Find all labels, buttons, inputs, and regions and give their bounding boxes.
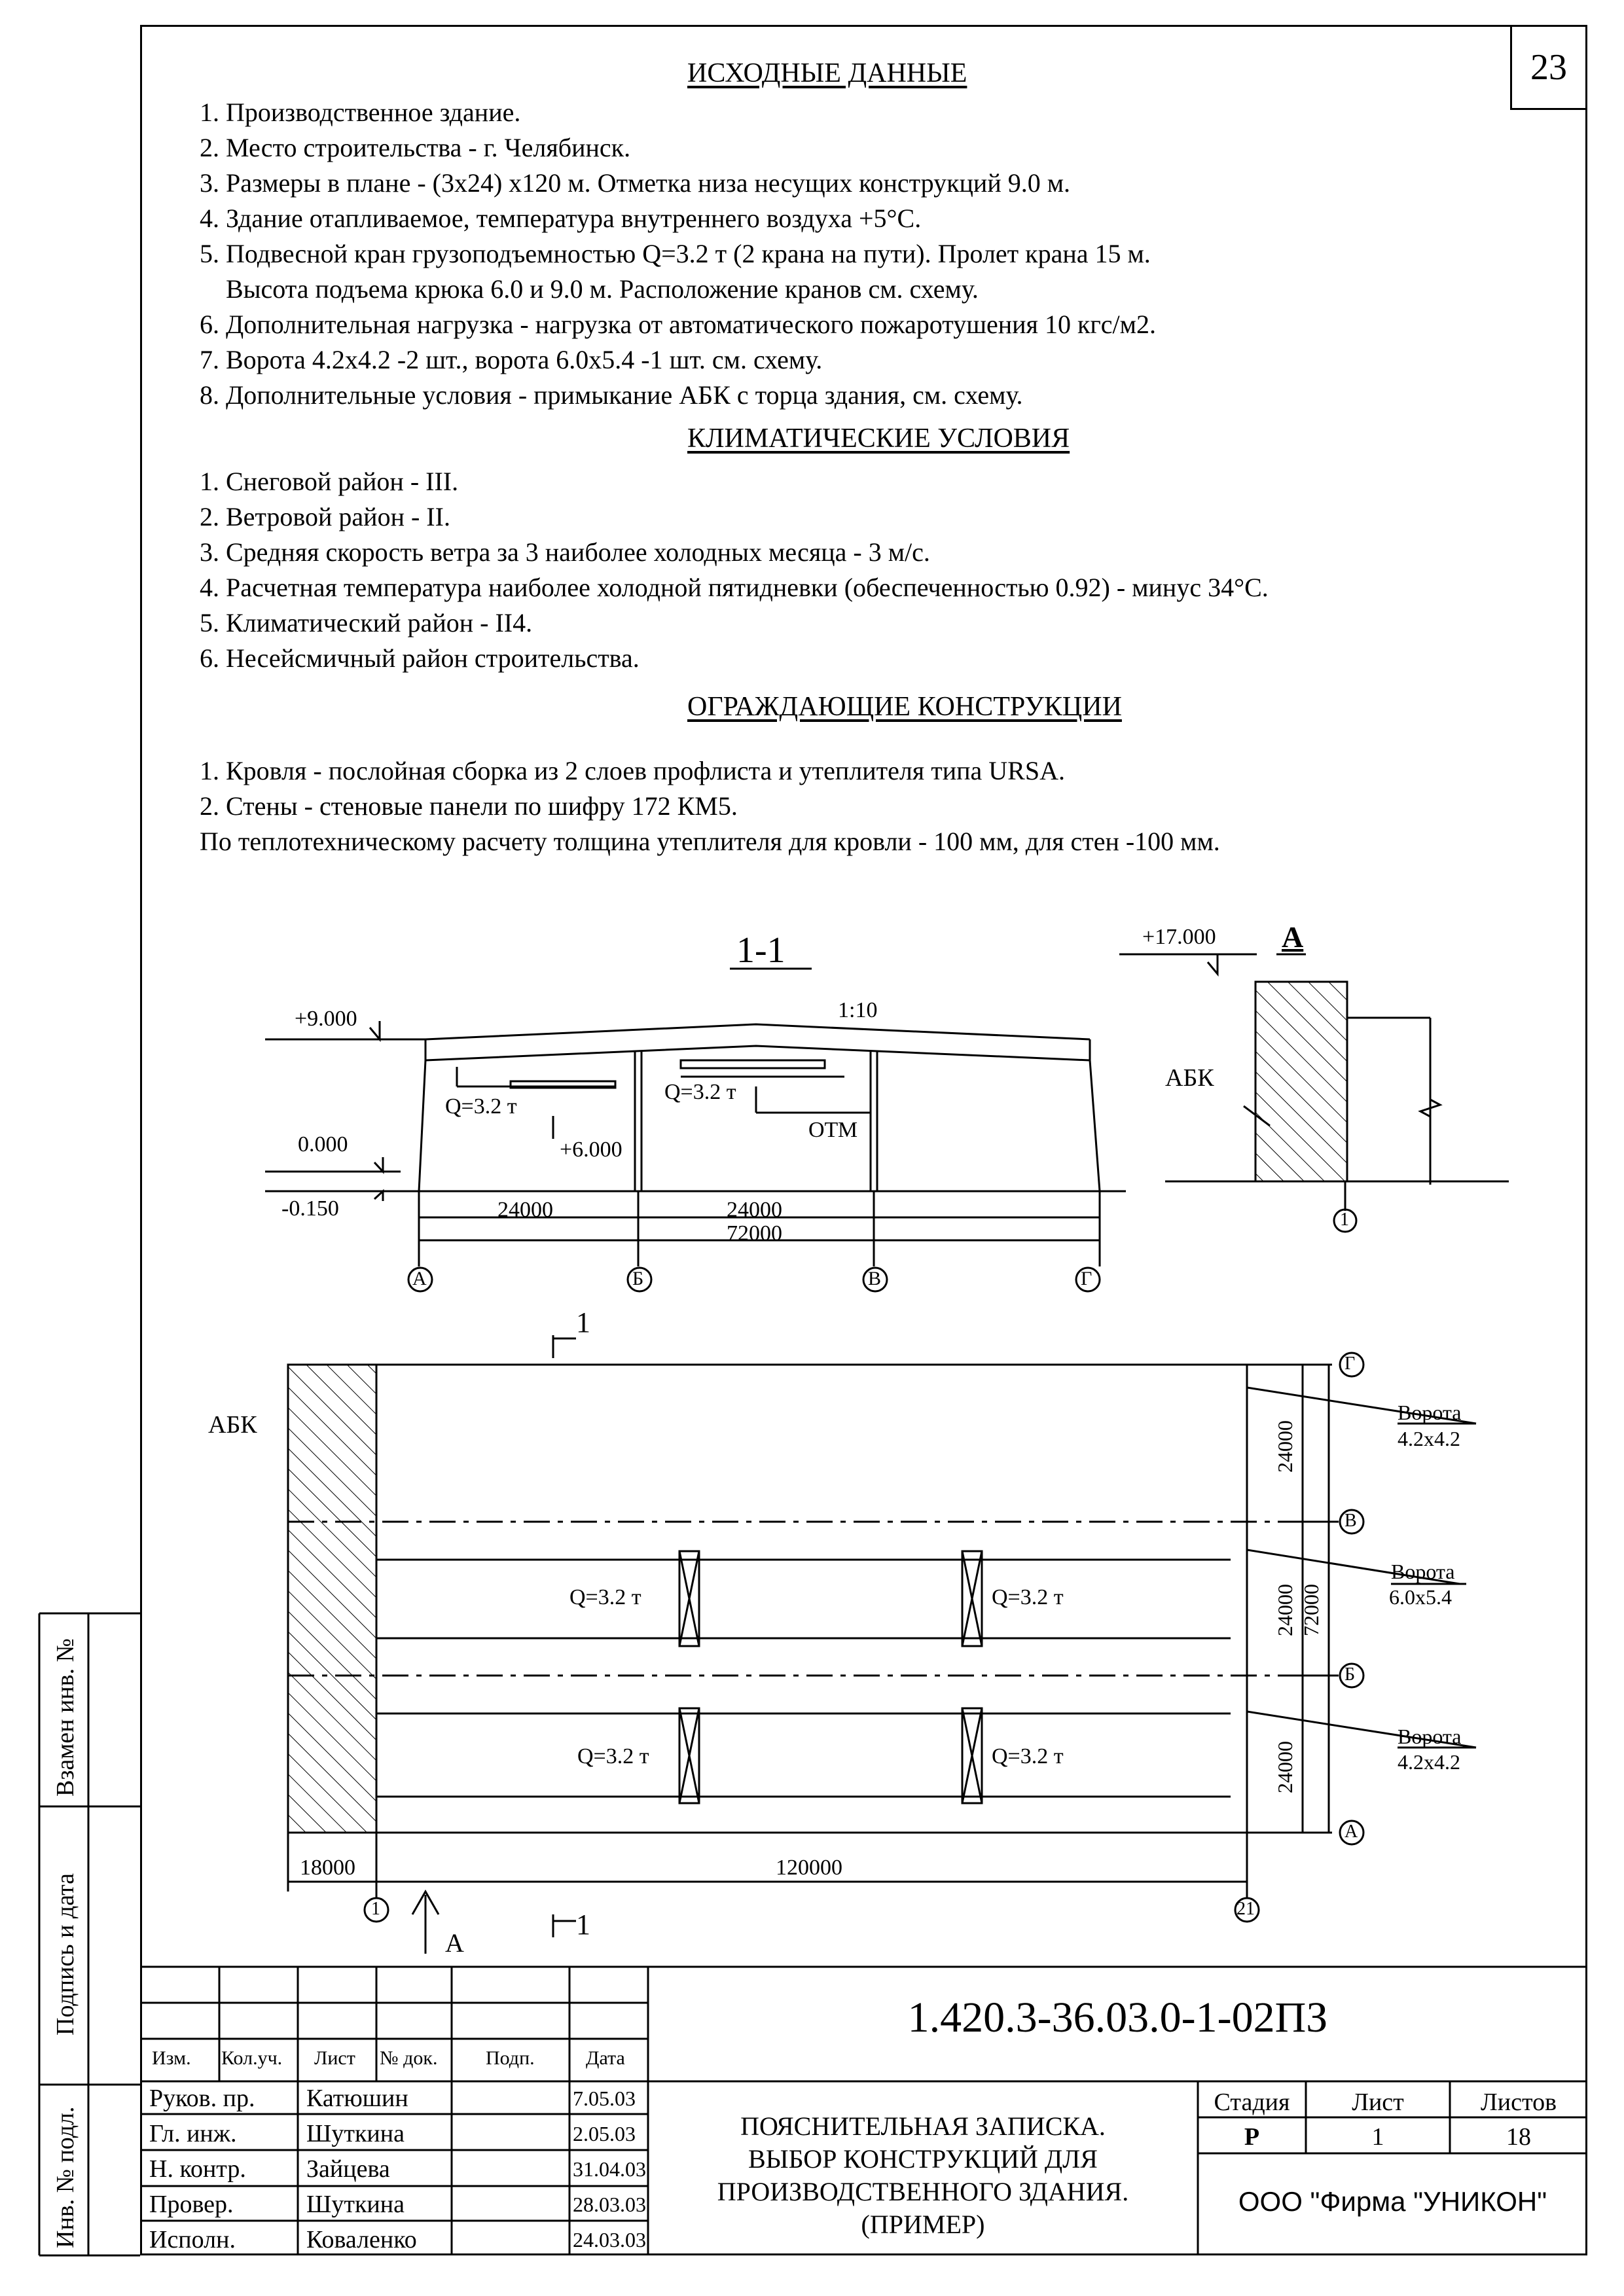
view-a-title: А xyxy=(1282,920,1304,954)
dim-vert-total: 72000 xyxy=(1299,1584,1323,1636)
view-a-abk: АБК xyxy=(1165,1064,1214,1092)
initial-item: 3. Размеры в плане - (3х24) х120 м. Отметка низа несущих конструкций 9.0 м. xyxy=(200,168,1071,198)
tb-date: 28.03.03 xyxy=(573,2193,646,2216)
climate-item: 5. Климатический район - II4. xyxy=(200,608,533,637)
sheet-header: Лист xyxy=(1352,2089,1404,2116)
roof-bottom xyxy=(425,1046,1090,1060)
gate-size: 6.0х5.4 xyxy=(1389,1585,1452,1609)
tb-header: Подп. xyxy=(486,2047,535,2069)
stamp-replace: Взамен инв. № xyxy=(52,1638,79,1797)
initial-item: 4. Здание отапливаемое, температура внутреннего воздуха +5°С. xyxy=(200,204,922,233)
plan-crane-3: Q=3.2 т xyxy=(577,1744,649,1768)
dim-abk: 18000 xyxy=(300,1856,355,1880)
stamp-sign-date: Подпись и дата xyxy=(52,1873,79,2036)
tb-role: Исполн. xyxy=(149,2226,236,2253)
axis-label-v: В xyxy=(868,1268,882,1289)
climate-item: 1. Снеговой район - III. xyxy=(200,467,459,496)
initial-item: Высота подъема крюка 6.0 и 9.0 м. Расположение кранов см. схему. xyxy=(200,274,979,304)
climate-item: 2. Ветровой район - II. xyxy=(200,502,450,531)
axis-b-plan: Б xyxy=(1344,1664,1356,1685)
axis-1-plan: 1 xyxy=(371,1899,380,1919)
roof-outline xyxy=(425,1024,1090,1039)
doc-title-line: ПРОИЗВОДСТВЕННОГО ЗДАНИЯ. xyxy=(717,2177,1129,2206)
plan-crane-1: Q=3.2 т xyxy=(569,1585,641,1609)
heading-enclosing: ОГРАЖДАЮЩИЕ КОНСТРУКЦИИ xyxy=(687,692,1122,722)
heading-climate: КЛИМАТИЧЕСКИЕ УСЛОВИЯ xyxy=(687,423,1070,454)
stage-header: Стадия xyxy=(1214,2089,1290,2116)
tb-date: 24.03.03 xyxy=(573,2228,646,2251)
gate-label: Ворота xyxy=(1398,1401,1462,1424)
cut-mark-top: 1 xyxy=(576,1306,590,1338)
gate-size: 4.2х4.2 xyxy=(1398,1427,1460,1450)
crane-girder-1 xyxy=(511,1081,615,1088)
plan-crane-4: Q=3.2 т xyxy=(992,1744,1064,1768)
tb-date: 31.04.03 xyxy=(573,2157,646,2181)
doc-code: 1.420.3-36.03.0-1-02ПЗ xyxy=(907,1994,1328,2041)
climate-item: 6. Несейсмичный район строительства. xyxy=(200,643,640,673)
column-g xyxy=(1090,1060,1100,1191)
axis-g-plan: Г xyxy=(1344,1354,1356,1374)
tb-name: Шуткина xyxy=(306,2120,405,2147)
doc-title-line: ВЫБОР КОНСТРУКЦИЙ ДЛЯ xyxy=(748,2144,1098,2174)
gate-label: Ворота xyxy=(1398,1725,1462,1748)
plan-crane-2: Q=3.2 т xyxy=(992,1585,1064,1609)
axis-label-b: Б xyxy=(632,1268,644,1289)
initial-item: 1. Производственное здание. xyxy=(200,98,521,127)
gate-size: 4.2х4.2 xyxy=(1398,1750,1460,1774)
elev-zero: 0.000 xyxy=(298,1132,348,1157)
view-a-elev: +17.000 xyxy=(1142,925,1216,949)
doc-title-line: (ПРИМЕР) xyxy=(861,2210,985,2239)
tb-date: 2.05.03 xyxy=(573,2122,636,2145)
axis-a-plan: А xyxy=(1344,1821,1358,1842)
plan-outline xyxy=(288,1365,1247,1833)
elev-ground: -0.150 xyxy=(281,1196,339,1221)
dim-span-2: 24000 xyxy=(727,1198,782,1222)
plan-abk: АБК xyxy=(208,1411,257,1439)
tb-header: № док. xyxy=(380,2047,438,2069)
enclosing-item: 1. Кровля - послойная сборка из 2 слоев профлиста и утеплителя типа URSA. xyxy=(200,756,1065,785)
initial-item: 6. Дополнительная нагрузка - нагрузка от автоматического пожаротушения 10 кгс/м2. xyxy=(200,310,1156,339)
climate-item: 4. Расчетная температура наиболее холодной пятидневки (обеспеченностью 0.92) - минус 34°С. xyxy=(200,573,1269,602)
sheets-header: Листов xyxy=(1480,2089,1557,2116)
tb-header: Изм. xyxy=(152,2047,191,2069)
sheet-value: 1 xyxy=(1371,2123,1384,2151)
tb-role: Провер. xyxy=(149,2191,234,2218)
sheets-value: 18 xyxy=(1506,2123,1531,2151)
dim-vert-1: 24000 xyxy=(1273,1420,1297,1473)
section-title: 1-1 xyxy=(736,930,785,971)
sheet-number: 23 xyxy=(1510,25,1587,110)
crane-label-1: Q=3.2 т xyxy=(445,1094,517,1119)
axis-label-a: А xyxy=(412,1268,427,1289)
column-a xyxy=(419,1060,425,1191)
doc-title-line: ПОЯСНИТЕЛЬНАЯ ЗАПИСКА. xyxy=(740,2111,1106,2141)
dim-vert-2: 24000 xyxy=(1273,1584,1297,1636)
elev-hook: +6.000 xyxy=(560,1138,623,1162)
initial-item: 7. Ворота 4.2х4.2 -2 шт., ворота 6.0х5.4 -1 шт. см. схему. xyxy=(200,345,823,374)
gate-label: Ворота xyxy=(1391,1560,1455,1583)
initial-item: 2. Место строительства - г. Челябинск. xyxy=(200,133,631,162)
dim-total: 72000 xyxy=(727,1221,782,1246)
tb-header: Лист xyxy=(314,2047,355,2069)
tb-role: Руков. пр. xyxy=(149,2085,255,2112)
slope-label: 1:10 xyxy=(838,998,878,1022)
abk-wall-section xyxy=(1255,982,1347,1181)
tb-name: Катюшин xyxy=(306,2085,408,2112)
axis-label-g: Г xyxy=(1081,1268,1092,1289)
dim-length: 120000 xyxy=(776,1856,842,1880)
axis-v-plan: В xyxy=(1344,1511,1357,1531)
climate-item: 3. Средняя скорость ветра за 3 наиболее холодных месяца - 3 м/с. xyxy=(200,537,930,567)
tb-name: Коваленко xyxy=(306,2226,417,2253)
crane-girder-2 xyxy=(681,1060,825,1068)
otm-label: ОТМ xyxy=(808,1118,858,1142)
tb-header: Кол.уч. xyxy=(221,2047,283,2069)
crane-label-2: Q=3.2 т xyxy=(664,1080,736,1104)
tb-name: Зайцева xyxy=(306,2155,390,2183)
stamp-inv: Инв. № подл. xyxy=(52,2106,79,2248)
tb-role: Гл. инж. xyxy=(149,2120,237,2147)
tb-date: 7.05.03 xyxy=(573,2087,636,2110)
company-name: ООО "Фирма "УНИКОН" xyxy=(1238,2186,1547,2217)
view-a-axis: 1 xyxy=(1340,1210,1349,1230)
cut-mark-bottom: 1 xyxy=(576,1909,590,1941)
enclosing-item: По теплотехническому расчету толщина утеплителя для кровли - 100 мм, для стен -100 мм. xyxy=(200,827,1220,856)
axis-21-plan: 21 xyxy=(1236,1899,1255,1919)
view-mark: А xyxy=(445,1928,464,1958)
tb-role: Н. контр. xyxy=(149,2155,246,2183)
enclosing-item: 2. Стены - стеновые панели по шифру 172 КМ5. xyxy=(200,791,738,821)
tb-name: Шуткина xyxy=(306,2191,405,2218)
stage-value: Р xyxy=(1244,2123,1260,2151)
elev-top: +9.000 xyxy=(295,1007,357,1031)
tb-header: Дата xyxy=(586,2047,625,2069)
heading-initial-data: ИСХОДНЫЕ ДАННЫЕ xyxy=(687,58,967,88)
initial-item: 5. Подвесной кран грузоподъемностью Q=3.2 т (2 крана на пути). Пролет крана 15 м. xyxy=(200,239,1151,268)
abk-plan xyxy=(288,1365,376,1833)
initial-item: 8. Дополнительные условия - примыкание АБК с торца здания, см. схему. xyxy=(200,380,1023,410)
dim-span-1: 24000 xyxy=(497,1198,553,1222)
dim-vert-3: 24000 xyxy=(1273,1741,1297,1793)
